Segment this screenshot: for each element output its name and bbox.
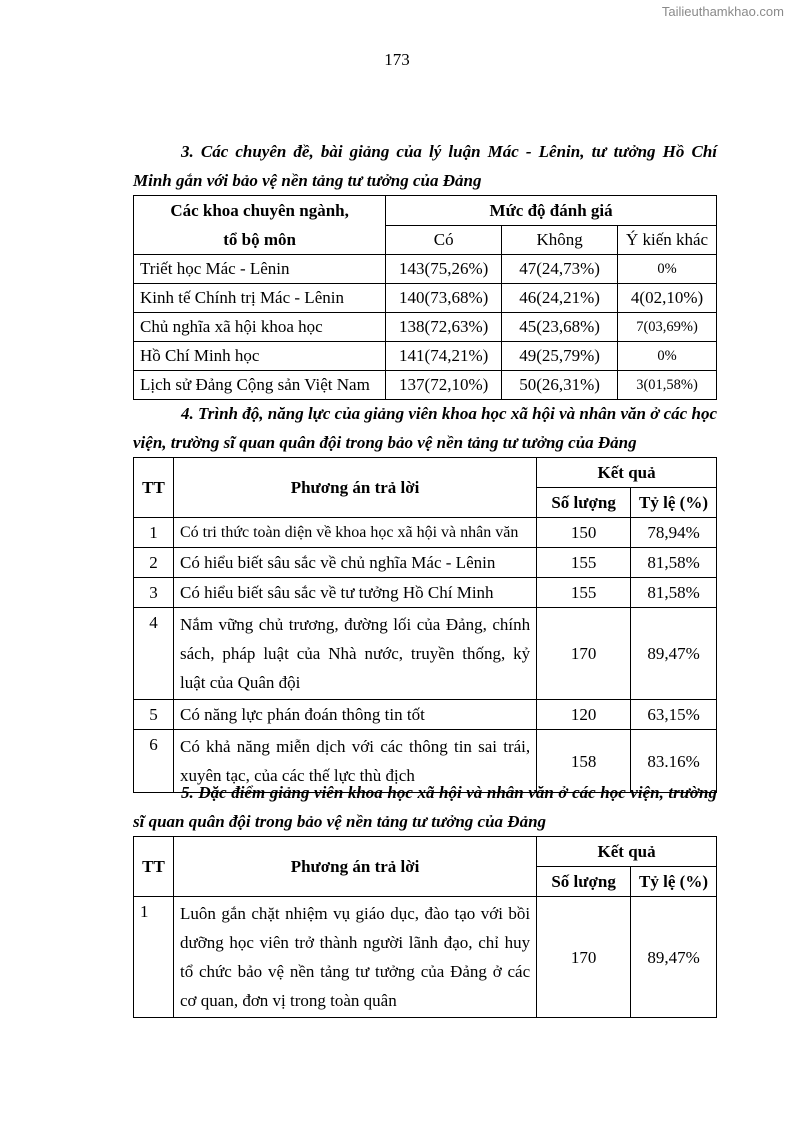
other-value: 0% (618, 255, 717, 284)
answer-text: Có hiểu biết sâu sắc về tư tưởng Hồ Chí Minh (173, 578, 536, 608)
section-5-heading: 5. Đặc điểm giảng viên khoa học xã hội và nhân văn ở các học viện, trường sĩ quan quân đội trong bảo vệ nền tảng tư tưởng của Đảng (133, 783, 717, 831)
ratio-value: 78,94% (631, 518, 717, 548)
other-value: 4(02,10%) (618, 284, 717, 313)
other-value: 0% (618, 342, 717, 371)
header-ratio: Tỷ lệ (%) (631, 867, 717, 897)
row-number: 2 (134, 548, 174, 578)
characteristics-table (133, 836, 717, 1018)
evaluation-table (133, 195, 717, 400)
header-count: Số lượng (537, 867, 631, 897)
table-row (134, 255, 717, 284)
table-header-row (134, 837, 717, 867)
answer-text: Luôn gắn chặt nhiệm vụ giáo dục, đào tạo với bồi dưỡng học viên trở thành người lãnh đạo, chỉ huy tổ chức bảo vệ nền tảng tư tưởng của Đảng ở các cơ quan, đơn vị trong toàn quân (173, 897, 536, 1018)
table-row (134, 700, 717, 730)
section-4-heading: 4. Trình độ, năng lực của giảng viên khoa học xã hội và nhân văn ở các học viện, trường sĩ quan quân đội trong bảo vệ nền tảng tư tưởng của Đảng (133, 404, 717, 452)
table-row (134, 313, 717, 342)
row-number: 1 (134, 897, 174, 1018)
table-row (134, 548, 717, 578)
department-name: Kinh tế Chính trị Mác - Lênin (134, 284, 386, 313)
row-number: 6 (134, 730, 174, 793)
header-department-line1: Các khoa chuyên ngành, (134, 196, 386, 226)
header-department-line2: tổ bộ môn (134, 226, 386, 255)
other-value: 3(01,58%) (618, 371, 717, 400)
page-number: 173 (384, 50, 410, 69)
header-tt: TT (134, 458, 174, 518)
count-value: 155 (537, 578, 631, 608)
table-row (134, 518, 717, 548)
header-answer: Phương án trả lời (173, 837, 536, 897)
table-row (134, 342, 717, 371)
row-number: 1 (134, 518, 174, 548)
header-co: Có (386, 226, 502, 255)
department-name: Chủ nghĩa xã hội khoa học (134, 313, 386, 342)
header-result: Kết quả (537, 837, 717, 867)
table-row (134, 897, 717, 1018)
khong-value: 47(24,73%) (502, 255, 618, 284)
count-value: 170 (537, 897, 631, 1018)
table-row (134, 284, 717, 313)
watermark: Tailieuthamkhao.com (661, 4, 784, 19)
ratio-value: 83.16% (631, 730, 717, 793)
header-tt: TT (134, 837, 174, 897)
other-value: 7(03,69%) (618, 313, 717, 342)
khong-value: 49(25,79%) (502, 342, 618, 371)
co-value: 141(74,21%) (386, 342, 502, 371)
ratio-value: 89,47% (631, 608, 717, 700)
header-result: Kết quả (537, 458, 717, 488)
row-number: 5 (134, 700, 174, 730)
answer-text: Nắm vững chủ trương, đường lối của Đảng, chính sách, pháp luật của Nhà nước, truyền thống, kỷ luật của Quân đội (173, 608, 536, 700)
co-value: 138(72,63%) (386, 313, 502, 342)
ratio-value: 89,47% (631, 897, 717, 1018)
table-header-row (134, 226, 717, 255)
answer-text: Có năng lực phán đoán thông tin tốt (173, 700, 536, 730)
count-value: 158 (537, 730, 631, 793)
header-ratio: Tỷ lệ (%) (631, 488, 717, 518)
answer-text: Có tri thức toàn diện về khoa học xã hội và nhân văn (173, 518, 536, 548)
co-value: 140(73,68%) (386, 284, 502, 313)
header-answer: Phương án trả lời (173, 458, 536, 518)
section-5 (133, 778, 717, 1018)
header-evaluation-level: Mức độ đánh giá (386, 196, 717, 226)
section-3 (133, 137, 717, 400)
khong-value: 50(26,31%) (502, 371, 618, 400)
table-header-row (134, 196, 717, 226)
count-value: 170 (537, 608, 631, 700)
answer-text: Có khả năng miễn dịch với các thông tin sai trái, xuyên tạc, của các thế lực thù địch (173, 730, 536, 793)
co-value: 137(72,10%) (386, 371, 502, 400)
section-4 (133, 399, 717, 793)
header-count: Số lượng (537, 488, 631, 518)
department-name: Hồ Chí Minh học (134, 342, 386, 371)
header-other-opinion: Ý kiến khác (618, 226, 717, 255)
section-3-heading: 3. Các chuyên đề, bài giảng của lý luận Mác - Lênin, tư tưởng Hồ Chí Minh gắn với bảo vệ nền tảng tư tưởng của Đảng (133, 142, 717, 190)
answer-text: Có hiểu biết sâu sắc về chủ nghĩa Mác - Lênin (173, 548, 536, 578)
row-number: 3 (134, 578, 174, 608)
count-value: 155 (537, 548, 631, 578)
row-number: 4 (134, 608, 174, 700)
table-header-row (134, 458, 717, 488)
co-value: 143(75,26%) (386, 255, 502, 284)
count-value: 150 (537, 518, 631, 548)
ratio-value: 81,58% (631, 548, 717, 578)
ratio-value: 81,58% (631, 578, 717, 608)
khong-value: 46(24,21%) (502, 284, 618, 313)
header-khong: Không (502, 226, 618, 255)
table-row (134, 578, 717, 608)
table-row (134, 371, 717, 400)
department-name: Triết học Mác - Lênin (134, 255, 386, 284)
ratio-value: 63,15% (631, 700, 717, 730)
department-name: Lịch sử Đảng Cộng sản Việt Nam (134, 371, 386, 400)
competence-table (133, 457, 717, 793)
table-row (134, 608, 717, 700)
count-value: 120 (537, 700, 631, 730)
khong-value: 45(23,68%) (502, 313, 618, 342)
